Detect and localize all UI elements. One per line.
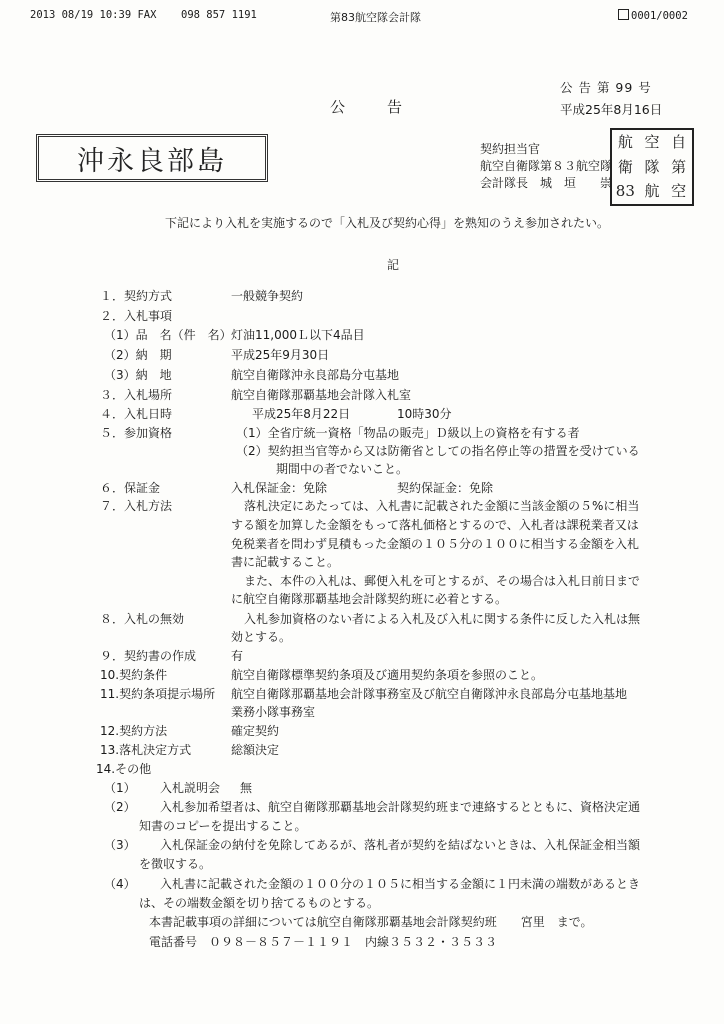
item-value: 有 <box>231 649 244 663</box>
other-4-line2: は、その端数金額を切り捨てるものとする。 <box>139 896 380 910</box>
item-label: （3）納 地 <box>104 368 172 382</box>
item-value: 確定契約 <box>231 724 280 738</box>
item-value: 平成25年9月30日 <box>231 348 330 362</box>
item-value: 一般競争契約 <box>231 289 304 303</box>
location-stamp: 沖永良部島 <box>36 134 268 182</box>
item-value: 総額決定 <box>231 743 280 757</box>
item-label: ７．入札方法 <box>100 499 173 513</box>
item-label: ５．参加資格 <box>100 426 173 440</box>
item-8-line2: 効とする。 <box>231 630 292 644</box>
official-role: 契約担当官 <box>480 142 541 156</box>
item-7-line: する額を加算した金額をもって落札価格とするので、入札者は課税業者又は <box>231 518 639 532</box>
item-7-line: 免税業者を問わず見積もった金額の１０５分の１００に相当する金額を入札 <box>231 537 640 551</box>
item-line: 入札参加資格のない者による入札及び入札に関する条件に反した入札は無 <box>244 612 641 626</box>
ki-heading: 記 <box>387 258 400 272</box>
item-1 <box>0 287 724 305</box>
other-3-num: （3） <box>104 838 136 852</box>
item-11-line2: 業務小隊事務室 <box>231 705 316 719</box>
item-line: （1）全省庁統一資格「物品の販売」Ｄ級以上の資格を有する者 <box>236 426 580 440</box>
item-14 <box>0 760 724 778</box>
item-7-line: また、本件の入札は、郵便入札を可とするが、その場合は入札日前日まで <box>244 574 641 588</box>
item-label: 13.落札決定方式 <box>100 743 192 757</box>
other-1-num: （1） <box>104 781 136 795</box>
item-5-line2: （2）契約担当官等から又は防衛省としての指名停止等の措置を受けている <box>236 444 640 458</box>
item-2-1 <box>0 326 724 344</box>
seal-char: 隊 <box>644 157 660 176</box>
seal-char: 第 <box>671 157 687 176</box>
other-2-line1: 入札参加希望者は、航空自衛隊那覇基地会計隊契約班まで連絡するとともに、資格決定通 <box>160 800 641 814</box>
item-label: ８．入札の無効 <box>100 612 185 626</box>
other-2-num: （2） <box>104 800 136 814</box>
item-7-line: 書に記載すること。 <box>231 555 340 569</box>
other-3-line1: 入札保証金の納付を免除してあるが、落札者が契約を結ばないときは、入札保証金相当額 <box>160 838 641 852</box>
seal-char: 空 <box>644 133 660 151</box>
item-value: 契約保証金：免除 <box>397 481 494 495</box>
item-line: 落札決定にあたっては、入札書に記載された金額に当該金額の５%に相当 <box>244 499 640 513</box>
item-value: 航空自衛隊那覇基地会計隊事務室及び航空自衛隊沖永良部島分屯基地基地 <box>231 687 628 701</box>
seal-char: 自 <box>671 133 687 151</box>
item-label: ３．入札場所 <box>100 388 173 402</box>
item-5-line3: 期間中の者でないこと。 <box>276 462 409 476</box>
fax-sender: 第83航空隊会計隊 <box>330 11 421 24</box>
fax-page-number: 0001/0002 <box>631 10 688 22</box>
item-time: 10時30分 <box>397 407 452 421</box>
other-4-num: （4） <box>104 877 136 891</box>
item-12 <box>0 722 724 740</box>
item-7 <box>0 497 724 515</box>
other-1-value: 無 <box>240 781 253 795</box>
contact-phone: 電話番号 ０９８－８５７－１１９１ 内線３５３２・３５３３ <box>149 935 498 949</box>
item-value: 灯油11,000Ｌ以下4品目 <box>231 328 365 342</box>
other-1-text: 入札説明会 <box>160 781 221 795</box>
fax-datetime: 2013 08/19 10:39 FAX <box>30 9 157 21</box>
item-10 <box>0 666 724 684</box>
item-label: 11.契約条項提示場所 <box>100 687 216 701</box>
item-4 <box>0 405 724 423</box>
item-label: ４．入札日時 <box>100 407 173 421</box>
other-3-line2: を徴収する。 <box>139 857 212 871</box>
notice-title: 公 告 <box>330 98 407 116</box>
notice-date: 平成25年8月16日 <box>560 102 663 117</box>
item-label: ９．契約書の作成 <box>100 649 197 663</box>
notice-number: 公 告 第 99 号 <box>560 80 652 95</box>
item-label: ２．入札事項 <box>100 309 173 323</box>
item-label: 10.契約条件 <box>100 668 168 682</box>
item-value: 航空自衛隊標準契約条項及び適用契約条項を参照のこと。 <box>231 668 544 682</box>
item-label: 12.契約方法 <box>100 724 168 738</box>
item-2-3 <box>0 366 724 384</box>
contact-line1: 本書記載事項の詳細については航空自衛隊那覇基地会計隊契約班 宮里 まで。 <box>149 915 593 929</box>
intro-text: 下記により入札を実施するので「入札及び契約心得」を熟知のうえ参加されたい。 <box>165 216 610 230</box>
official-unit: 航空自衛隊第８３航空隊 <box>480 159 613 173</box>
item-label: （1）品 名（件 名） <box>104 328 232 342</box>
other-4-line1: 入札書に記載された金額の１００分の１０５に相当する金額に１円未満の端数があるとき <box>160 877 641 891</box>
seal-char: 衛 <box>617 157 633 176</box>
seal-char: 83 <box>615 182 635 201</box>
item-5 <box>0 424 724 442</box>
item-3 <box>0 386 724 404</box>
item-6 <box>0 479 724 497</box>
item-2-2 <box>0 346 724 364</box>
item-8 <box>0 610 724 628</box>
fax-number: 098 857 1191 <box>181 9 257 21</box>
item-label: １．契約方式 <box>100 289 173 303</box>
fax-page <box>618 9 688 22</box>
official-name: 会計隊長 城 垣 崇 <box>480 176 613 190</box>
item-label: ６．保証金 <box>100 481 161 495</box>
item-13 <box>0 741 724 759</box>
item-date: 平成25年8月22日 <box>252 407 351 421</box>
item-label: 14.その他 <box>96 762 152 776</box>
item-value: 入札保証金：免除 <box>231 481 328 495</box>
other-2-line2: 知書のコピーを提出すること。 <box>139 819 307 833</box>
seal-char: 航 <box>644 182 660 201</box>
item-11 <box>0 685 724 703</box>
item-label: （2）納 期 <box>104 348 172 362</box>
item-9 <box>0 647 724 665</box>
item-value: 航空自衛隊那覇基地会計隊入札室 <box>231 388 412 402</box>
official-seal <box>610 128 694 206</box>
item-2 <box>0 307 724 325</box>
seal-char: 航 <box>617 133 633 151</box>
item-value: 航空自衛隊沖永良部島分屯基地 <box>231 368 400 382</box>
fax-page-icon <box>618 9 629 20</box>
seal-char: 空 <box>671 182 687 201</box>
item-7-line: に航空自衛隊那覇基地会計隊契約班に必着とする。 <box>231 592 508 606</box>
